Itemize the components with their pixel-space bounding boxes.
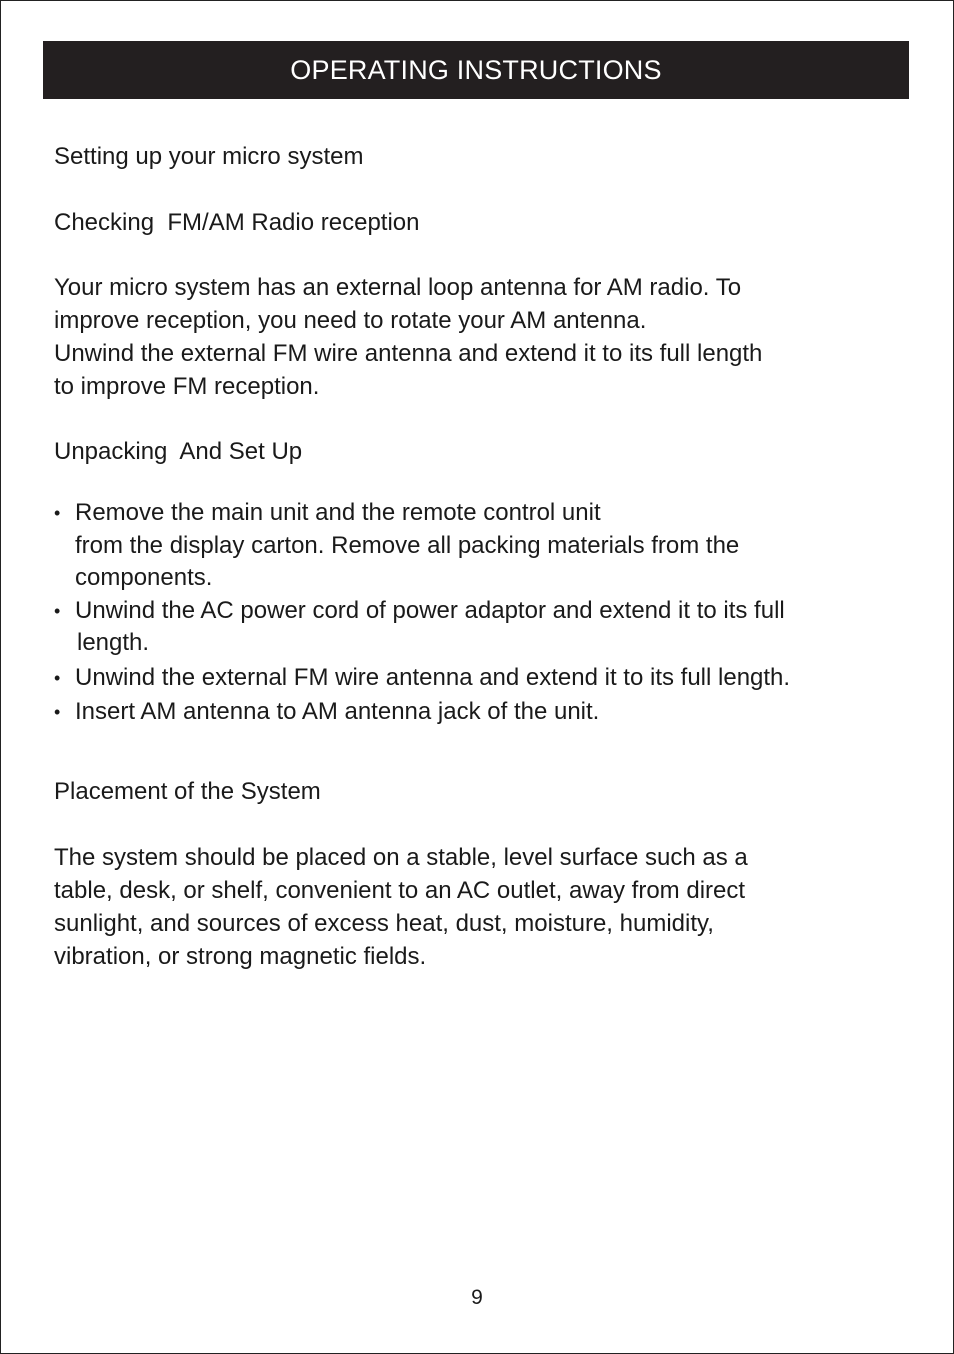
paragraph-line: sunlight, and sources of excess heat, dust, moisture, humidity, [54, 910, 714, 937]
bullet-line: Remove the main unit and the remote control unit [75, 499, 601, 526]
bullet-line: components. [75, 564, 213, 591]
radio-reception-paragraph [54, 271, 762, 403]
paragraph-line: table, desk, or shelf, convenient to an AC outlet, away from direct [54, 877, 746, 904]
bullet-line: Insert AM antenna to AM antenna jack of the unit. [75, 698, 600, 725]
bullet-icon: • [54, 667, 61, 688]
radio-reception-heading: Checking FM/AM Radio reception [54, 209, 420, 236]
bullet-item [54, 497, 790, 595]
bullet-line: Unwind the external FM wire antenna and extend it to its full length. [75, 663, 791, 691]
bullet-icon: • [54, 503, 61, 523]
bullet-icon: • [54, 600, 61, 621]
bullet-item [54, 662, 790, 695]
bullet-item [54, 595, 790, 660]
unpacking-bullet-list [54, 497, 790, 729]
section-header-bar [43, 41, 909, 99]
page-number: 9 [471, 1286, 483, 1309]
bullet-line: Unwind the AC power cord of power adaptor and extend it to its full [75, 596, 785, 624]
placement-heading: Placement of the System [54, 778, 321, 805]
paragraph-line: Your micro system has an external loop antenna for AM radio. To [54, 274, 742, 301]
bullet-line: length. [77, 629, 150, 656]
paragraph-line: improve reception, you need to rotate your AM antenna. [54, 307, 647, 334]
bullet-icon: • [54, 702, 61, 722]
paragraph-line: Unwind the external FM wire antenna and extend it to its full length [54, 340, 763, 367]
bullet-line: from the display carton. Remove all packing materials from the [75, 531, 740, 559]
paragraph-line: vibration, or strong magnetic fields. [54, 943, 427, 970]
placement-paragraph [54, 841, 748, 973]
unpacking-heading: Unpacking And Set Up [54, 438, 303, 465]
bullet-item [54, 696, 790, 729]
paragraph-line: The system should be placed on a stable, level surface such as a [54, 844, 748, 871]
setup-heading: Setting up your micro system [54, 143, 364, 170]
section-header-title: OPERATING INSTRUCTIONS [290, 54, 662, 85]
paragraph-line: to improve FM reception. [54, 373, 320, 400]
